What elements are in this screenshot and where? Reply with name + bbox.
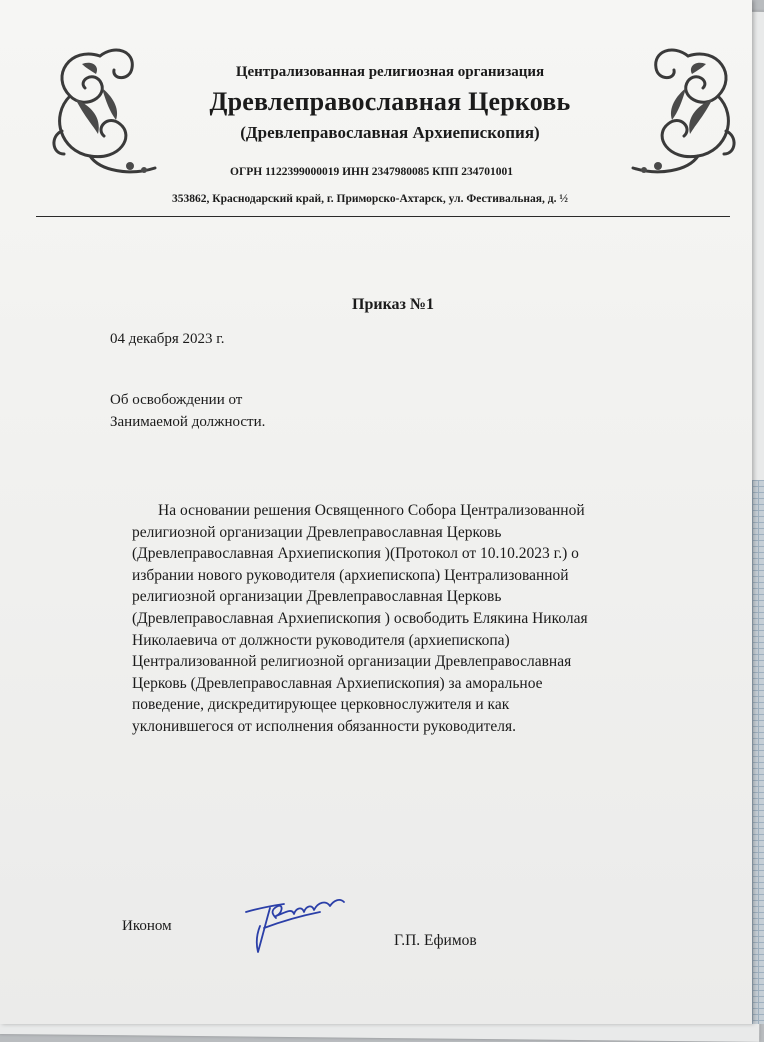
body-line: религиозной организации Древлеправославная Церковь — [132, 523, 502, 541]
body-line: Церковь (Древлеправославная Архиепископия) за аморальное — [132, 674, 543, 692]
ornament-right-icon — [628, 36, 748, 186]
subject-line: Занимаемой должности. — [110, 414, 266, 430]
body-line: Николаевича от должности руководителя (архиепископа) — [132, 631, 510, 649]
body-line: На основании решения Освященного Собора Централизованной — [158, 502, 585, 519]
body-line: (Древлеправославная Архиепископия ) освободить Елякина Николая — [132, 609, 588, 627]
body-line: поведение, дискредитирующее церковнослужителя и как — [132, 696, 510, 714]
order-body — [132, 500, 662, 738]
address-line: 353862, Краснодарский край, г. Приморско-Ахтарск, ул. Фестивальная, д. ½ — [172, 193, 568, 205]
handwritten-signature-icon — [240, 886, 350, 958]
body-line: религиозной организации Древлеправославная Церковь — [132, 588, 502, 606]
order-title: Приказ №1 — [352, 296, 435, 313]
order-date: 04 декабря 2023 г. — [110, 331, 225, 347]
header-divider — [36, 216, 730, 217]
organization-line: Централизованная религиозная организация — [235, 64, 545, 80]
subject-line: Об освобождении от — [110, 392, 243, 408]
body-line: (Древлеправославная Архиепископия )(Протокол от 10.10.2023 г.) о — [132, 545, 579, 563]
body-line: избрании нового руководителя (архиепископа) Централизованной — [132, 566, 569, 584]
order-subject — [110, 389, 265, 433]
letterhead — [150, 58, 630, 143]
church-subtitle: (Древлеправославная Архиепископия) — [240, 123, 540, 142]
signer-name: Г.П. Ефимов — [394, 932, 477, 949]
body-line: уклонившегося от исполнения обязанности руководителя. — [132, 717, 517, 735]
church-name: Древлеправославная Церковь — [209, 87, 571, 116]
ornament-left-icon — [40, 36, 160, 186]
registration-numbers: ОГРН 1122399000019 ИНН 2347980085 КПП 234701001 — [230, 166, 514, 178]
background-graph-paper — [752, 480, 764, 1024]
body-line: Централизованной религиозной организации Древлеправославная — [132, 653, 572, 671]
signer-title: Иконом — [122, 918, 172, 934]
